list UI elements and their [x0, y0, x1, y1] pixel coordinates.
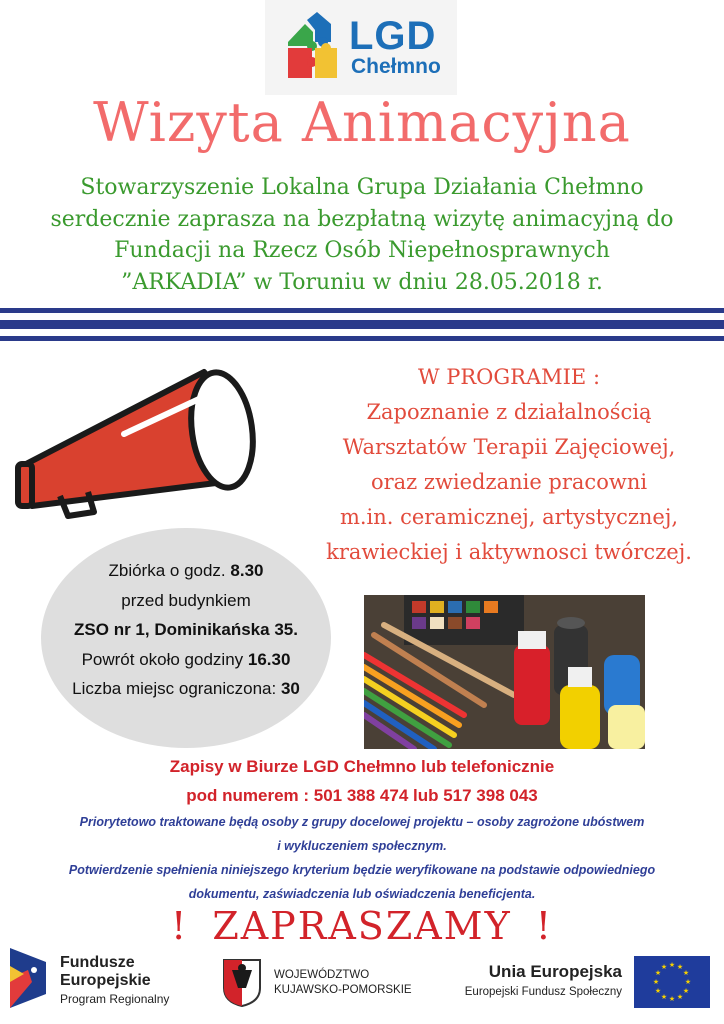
divider-stripe: [0, 308, 724, 313]
art-supplies-photo: [364, 595, 645, 749]
exclamation-mark-right: !: [535, 904, 554, 948]
return-label: Powrót około godziny: [81, 649, 244, 669]
exclamation-mark-left: !: [170, 904, 189, 948]
fe-line2: Europejskie: [60, 972, 151, 989]
footer-logos: [0, 946, 724, 1024]
puzzle-house-icon: [285, 12, 343, 78]
eligibility-notes: [20, 810, 704, 906]
note-line: Potwierdzenie spełnienia niniejszego kryterium będzie weryfikowane na podstawie odpowiedniego: [68, 863, 656, 877]
svg-text:★: ★: [682, 987, 690, 995]
return-time: 16.30: [247, 649, 291, 669]
program-line: krawieckiej i aktywnosci twórczej.: [326, 540, 692, 564]
divider-stripe: [0, 320, 724, 329]
program-section: [294, 360, 724, 570]
ue-line2: Europejski Fundusz Społeczny: [464, 986, 622, 998]
meeting-info: [41, 556, 331, 704]
fe-line3: Program Regionalny: [60, 992, 170, 1006]
program-line: Warsztatów Terapii Zajęciowej,: [342, 435, 676, 459]
gather-time: 8.30: [230, 561, 264, 580]
svg-text:★: ★: [654, 987, 662, 995]
svg-text:★: ★: [652, 978, 660, 986]
svg-text:★: ★: [660, 963, 668, 971]
svg-text:★: ★: [682, 969, 690, 977]
return-line: [41, 645, 331, 675]
divider-stripe: [0, 336, 724, 341]
signup-line: Zapisy w Biurze LGD Chełmno lub telefonicznie: [169, 757, 555, 776]
ue-line1: Unia Europejska: [488, 962, 622, 981]
before-building: przed budynkiem: [121, 590, 251, 610]
limit-value: 30: [280, 679, 300, 698]
closing-text: ZAPRASZAMY: [212, 904, 512, 948]
svg-text:★: ★: [654, 969, 662, 977]
intro-line: ”ARKADIA” w Toruniu w dniu 28.05.2018 r.: [121, 269, 603, 295]
svg-text:★: ★: [676, 993, 684, 1001]
logo-name: LGD: [349, 14, 437, 58]
svg-text:★: ★: [676, 963, 684, 971]
eu-flag-icon: [634, 956, 710, 1008]
page-title: Wizyta Animacyjna: [93, 91, 631, 154]
invitation-text: [0, 172, 724, 298]
lgd-logo: [265, 0, 457, 95]
fe-line1: Fundusze: [60, 954, 135, 971]
limit-line: [41, 674, 331, 704]
program-heading: W PROGRAMIE :: [417, 365, 601, 389]
intro-line: serdecznie zaprasza na bezpłatną wizytę animacyjną do: [50, 206, 674, 232]
note-line: dokumentu, zaświadczenia lub oświadczenia beneficjenta.: [188, 887, 536, 901]
signup-phone: pod numerem : 501 388 474 lub 517 398 043: [186, 786, 538, 805]
limit-label: Liczba miejsc ograniczona:: [72, 679, 277, 698]
fundusze-europejskie-icon: [10, 948, 50, 1008]
svg-text:★: ★: [668, 961, 676, 969]
program-line: m.in. ceramicznej, artystycznej,: [339, 505, 679, 529]
program-line: Zapoznanie z działalnością: [366, 400, 652, 424]
note-line: Priorytetowo traktowane będą osoby z grupy docelowej projektu – osoby zagrożone ubóstwem: [79, 815, 645, 829]
megaphone-icon: [14, 364, 264, 524]
svg-text:★: ★: [660, 993, 668, 1001]
svg-text:★: ★: [668, 995, 676, 1003]
meeting-place: ZSO nr 1, Dominikańska 35.: [74, 620, 298, 639]
svg-text:★: ★: [684, 978, 692, 986]
woj-line1: WOJEWÓDZTWO: [274, 969, 370, 981]
gather-label: Zbiórka o godz.: [108, 561, 226, 580]
intro-line: Stowarzyszenie Lokalna Grupa Działania Chełmno: [80, 175, 644, 200]
signup-info: [0, 752, 724, 810]
paints-image: [364, 595, 645, 749]
program-line: oraz zwiedzanie pracowni: [370, 470, 648, 494]
logo-subname: Chełmno: [351, 55, 441, 78]
note-line: i wykluczeniem społecznym.: [277, 839, 447, 853]
intro-line: Fundacji na Rzecz Osób Niepełnosprawnych: [114, 238, 610, 263]
woj-line2: KUJAWSKO-POMORSKIE: [274, 984, 412, 996]
coat-of-arms-icon: [222, 958, 262, 1008]
gather-line: [41, 556, 331, 586]
